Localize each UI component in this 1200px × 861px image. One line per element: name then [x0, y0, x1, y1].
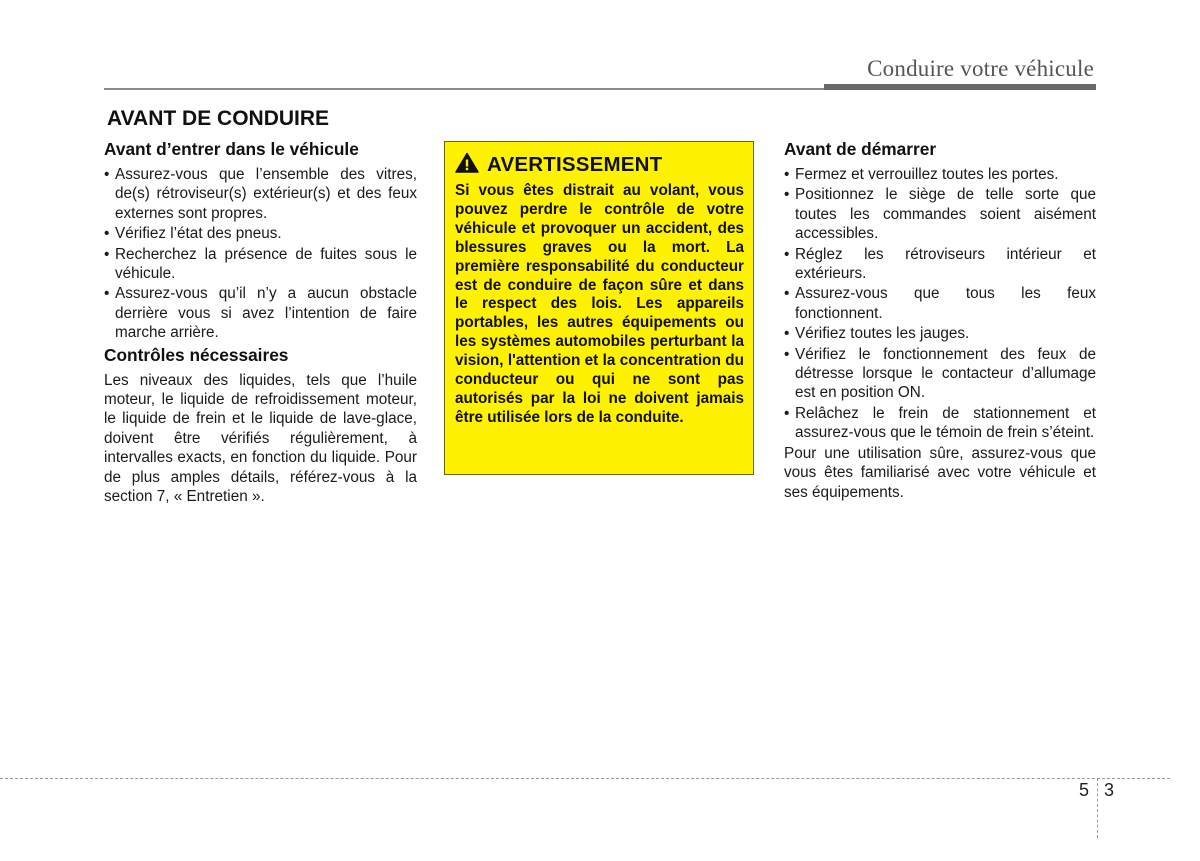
footer-divider: [0, 778, 1170, 779]
list-item: • Assurez-vous qu’il n’y a aucun obstacle derrière vous si avez l’intention de faire marche arrière.: [104, 284, 417, 342]
chapter-number: 5: [1079, 780, 1090, 800]
list-item: • Fermez et verrouillez toutes les portes.: [784, 165, 1096, 184]
header-rule-accent: [824, 84, 1096, 90]
warning-triangle-icon: [455, 152, 479, 178]
heading-before-entering: Avant d’entrer dans le véhicule: [104, 139, 359, 159]
right-column: [784, 138, 1096, 502]
list-item: • Recherchez la présence de fuites sous le véhicule.: [104, 245, 417, 284]
page-number: 3: [1104, 780, 1115, 800]
list-item: • Relâchez le frein de stationnement et assurez-vous que le témoin de frein s’éteint.: [784, 404, 1096, 443]
list-item: • Assurez-vous que l’ensemble des vitres, de(s) rétroviseur(s) extérieur(s) et des feux externes sont propres.: [104, 165, 417, 223]
chapter-header-title: Conduire votre véhicule: [867, 56, 1094, 81]
heading-before-starting: Avant de démarrer: [784, 139, 937, 159]
warning-header: [455, 152, 744, 178]
list-item: • Assurez-vous que tous les feux fonctionnent.: [784, 284, 1096, 323]
warning-box: [444, 141, 754, 475]
list-item: • Vérifiez toutes les jauges.: [784, 324, 1096, 343]
left-column: [104, 138, 417, 507]
required-checks-paragraph: Les niveaux des liquides, tels que l’huile moteur, le liquide de refroidissement moteur, le liquide de frein et le liquide de lave-glace, doivent être vérifiés régulièrement, à intervalles exacts, en fonction du liquide. Pour de plus amples détails, référez-vous à la section 7, « Entretien ».: [104, 371, 417, 506]
header-rule: [104, 88, 824, 90]
warning-title: AVERTISSEMENT: [487, 153, 663, 176]
list-item: • Vérifiez le fonctionnement des feux de détresse lorsque le contacteur d’allumage est en position ON.: [784, 345, 1096, 403]
list-item: • Réglez les rétroviseurs intérieur et extérieurs.: [784, 245, 1096, 284]
before-starting-list: [784, 165, 1096, 443]
safety-paragraph: Pour une utilisation sûre, assurez-vous que vous êtes familiarisé avec votre véhicule et ses équipements.: [784, 444, 1096, 501]
warning-text: Si vous êtes distrait au volant, vous pouvez perdre le contrôle de votre véhicule et provoquer un accident, des blessures graves ou la mort. La première responsabilité du conducteur est de conduire de façon sûre et dans le respect des lois. Les appareils portables, les autres équipements ou les systèmes automobiles perturbant la vision, l'attention et la concentration du conducteur ou qui ne sont pas autorisés par la loi ne doivent jamais être utilisée lors de la conduite.: [455, 182, 744, 426]
list-item: • Vérifiez l’état des pneus.: [104, 224, 417, 243]
section-title: AVANT DE CONDUIRE: [107, 107, 330, 130]
page-number-divider: [1097, 778, 1098, 838]
heading-required-checks: Contrôles nécessaires: [104, 344, 289, 365]
list-item: • Positionnez le siège de telle sorte que toutes les commandes soient aisément accessibles.: [784, 185, 1096, 243]
before-entering-list: [104, 165, 417, 343]
